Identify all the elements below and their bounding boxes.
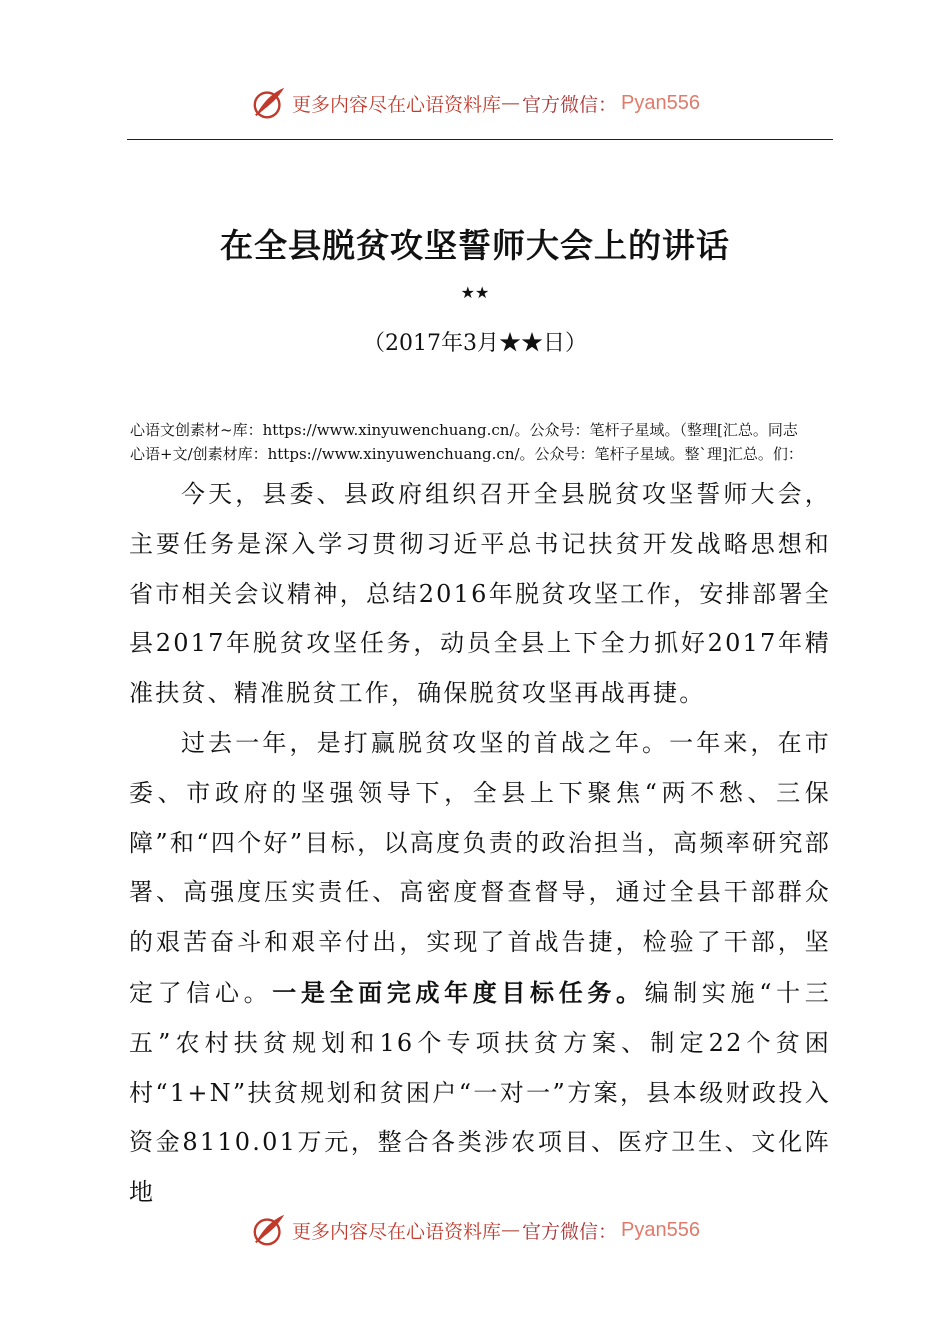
document-title: 在全县脱贫攻坚誓师大会上的讲话 (220, 226, 730, 265)
banner-wechat-label: 官方微信： (522, 93, 618, 116)
quill-logo-icon (250, 84, 288, 122)
banner-main-text: 更多内容尽在心语资料库 (292, 1220, 502, 1243)
source-note-line-2: 心语+文/创素材库：https://www.xinyuwenchuang.cn/。公众号：笔杆子星域。整`理]汇总。们： (130, 445, 803, 463)
banner-separator: — (501, 1219, 521, 1241)
source-note-line-1: 心语文创素材~库：https://www.xinyuwenchuang.cn/。公众号：笔杆子星域。（整理[汇总。同志 (130, 421, 798, 439)
quill-logo-icon (250, 1211, 288, 1249)
document-author: ★★ (460, 283, 490, 302)
paragraph-2 (129, 719, 831, 1218)
banner-wechat-id: Pyan556 (621, 1218, 700, 1241)
header-divider (127, 139, 833, 140)
banner-wechat-id: Pyan556 (621, 91, 700, 114)
banner-separator: — (501, 92, 521, 114)
paragraph-2-start: 过去一年，是打赢脱贫攻坚的首战之年。一年来，在市委、市政府的坚强领导下，全县上下聚焦“两不愁、三保障”和“四个好”目标，以高度负责的政治担当，高频率研究部署、高强度压实责任、高密度督查督导，通过全县干部群众的艰苦奋斗和艰辛付出，实现了首战告捷，检验了干部，坚定了信心。 (129, 728, 831, 1007)
banner-wechat-label: 官方微信： (522, 1220, 618, 1243)
document-body (129, 470, 831, 1218)
paragraph-2-bold: 一是全面完成年度目标任务。 (272, 977, 645, 1007)
header-banner (0, 83, 950, 123)
paragraph-2-end: 编制实施“十三五”农村扶贫规划和16个专项扶贫方案、制定22个贫困村“1+N”扶贫规划和贫困户“一对一”方案，县本级财政投入资金8110.01万元，整合各类涉农项目、医疗卫生、文化阵地 (129, 978, 831, 1207)
document-date: （2017年3月★★日） (363, 331, 587, 356)
banner-main-text: 更多内容尽在心语资料库 (292, 93, 502, 116)
footer-banner (0, 1210, 950, 1250)
paragraph-1: 今天，县委、县政府组织召开全县脱贫攻坚誓师大会，主要任务是深入学习贯彻习近平总书记扶贫开发战略思想和省市相关会议精神，总结2016年脱贫攻坚工作，安排部署全县2017年脱贫攻坚任务，动员全县上下全力抓好2017年精准扶贫、精准脱贫工作，确保脱贫攻坚再战再捷。 (129, 480, 831, 708)
